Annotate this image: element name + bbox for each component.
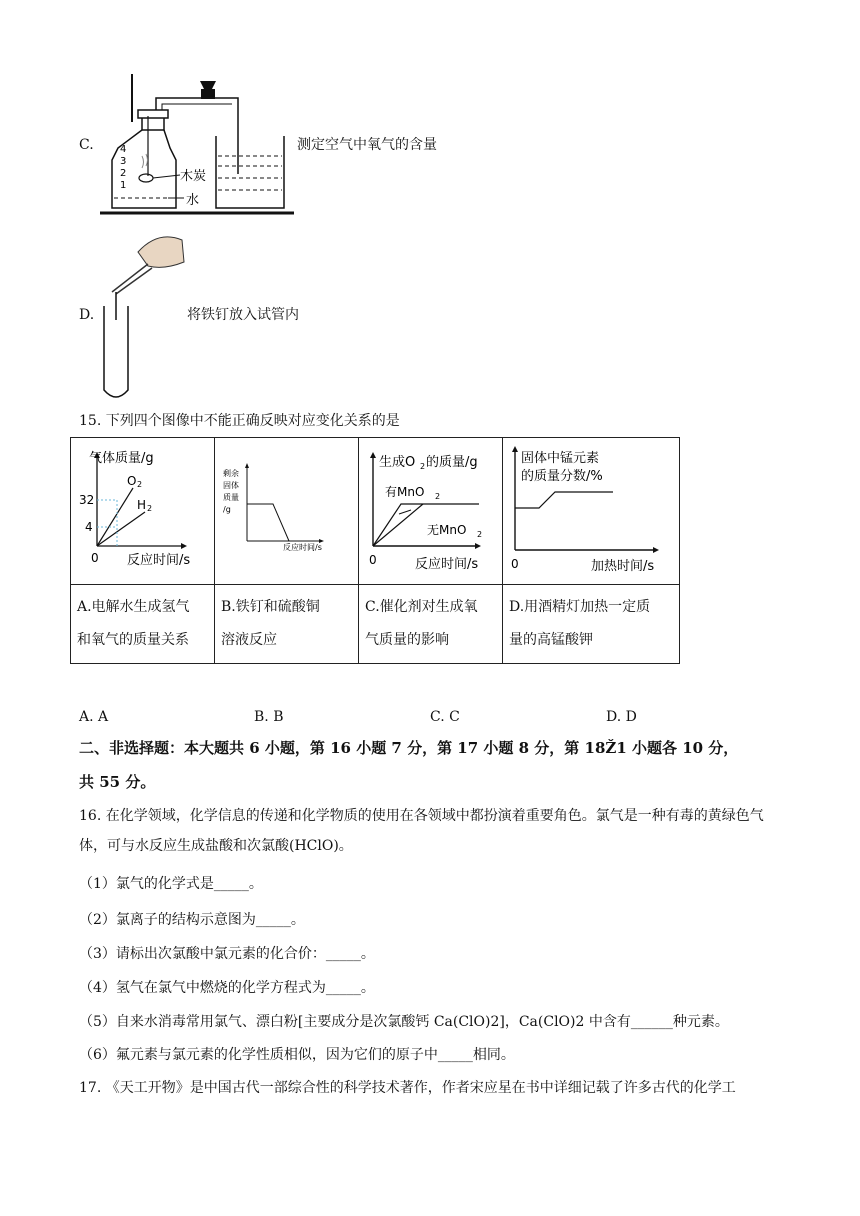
graph-b-caption-1: B.铁钉和硫酸铜	[221, 599, 320, 615]
section2-heading-line2: 共 55 分。	[79, 773, 156, 791]
graph-c-origin: 0	[369, 553, 377, 567]
q17-stem: 17. 《天工开物》是中国古代一部综合性的科学技术著作，作者宋应星在书中详细记载了许多古代的化学工	[79, 1080, 736, 1096]
iron-nail-test-tube	[98, 222, 188, 400]
graph-d-caption-2: 量的高锰酸钾	[509, 632, 593, 648]
q16-item-3: （3）请标出次氯酸中氯元素的化合价：_____。	[79, 946, 375, 962]
tick-4: 4	[120, 144, 127, 155]
option-d-letter: D.	[79, 307, 95, 323]
q15-stem: 15. 下列四个图像中不能正确反映对应变化关系的是	[79, 413, 400, 429]
graph-c-caption	[359, 585, 503, 664]
graph-a-h2-label: H	[137, 498, 147, 512]
q16-item-2: （2）氯离子的结构示意图为_____。	[79, 912, 305, 928]
tick-1: 1	[120, 180, 127, 191]
graph-a-ytick-4: 4	[85, 520, 93, 534]
option-c-text: 测定空气中氧气的含量	[297, 137, 437, 153]
graph-a-o2-label: O	[127, 474, 137, 488]
tick-3: 3	[120, 156, 127, 167]
graph-d-xlabel: 加热时间/s	[591, 559, 655, 574]
graph-b-xlabel: 反应时间/s	[283, 543, 322, 552]
graph-c-caption-1: C.催化剂对生成氧	[365, 599, 478, 615]
graph-d-origin: 0	[511, 557, 519, 571]
graph-a-ylabel: 气体质量/g	[89, 451, 154, 466]
option-c-letter: C.	[79, 137, 94, 153]
tick-2: 2	[120, 168, 127, 179]
graph-c-without-mno2-sub: 2	[477, 530, 483, 539]
q15-answer-b[interactable]: B. B	[254, 709, 284, 725]
graph-b-caption	[215, 585, 359, 664]
graph-c-ylabel-sub: 2	[420, 462, 426, 471]
q16-item-4: （4）氢气在氯气中燃烧的化学方程式为_____。	[79, 980, 375, 996]
graph-c-without-mno2: 无MnO	[427, 523, 467, 537]
option-d-text: 将铁钉放入试管内	[187, 307, 299, 323]
graph-a-origin: 0	[91, 551, 99, 565]
water-label: 水	[186, 193, 200, 208]
graph-a	[71, 438, 214, 584]
graph-d-ylabel-1: 固体中锰元素	[521, 451, 600, 466]
graph-c	[359, 438, 502, 584]
graph-b-caption-2: 溶液反应	[221, 632, 277, 648]
q16-item-6: （6）氟元素与氯元素的化学性质相似，因为它们的原子中_____相同。	[79, 1047, 515, 1063]
graph-d-cell	[503, 438, 680, 585]
q15-answer-a[interactable]: A. A	[79, 709, 109, 725]
graph-c-caption-2: 气质量的影响	[365, 632, 449, 648]
graph-b-ylabel-3: 质量	[223, 493, 239, 502]
graph-b-cell	[215, 438, 359, 585]
graph-a-ytick-32: 32	[79, 493, 95, 507]
section2-heading-line1: 二、非选择题：本大题共 6 小题，第 16 小题 7 分，第 17 小题 8 分，第 18Ž1 小题各 10 分，	[79, 739, 739, 757]
graph-a-cell	[71, 438, 215, 585]
q15-answer-d[interactable]: D. D	[606, 709, 637, 725]
q15-graph-table	[70, 437, 680, 664]
q16-item-1: （1）氯气的化学式是_____。	[79, 876, 263, 892]
graph-c-ylabel-rest: 的质量/g	[426, 455, 478, 470]
graph-a-o2-sub: 2	[137, 480, 143, 489]
q16-item-5: （5）自来水消毒常用氯气、漂白粉[主要成分是次氯酸钙 Ca(ClO)2]，Ca(ClO)2 中含有______种元素。	[79, 1014, 729, 1030]
graph-d-ylabel-2: 的质量分数/%	[521, 469, 603, 484]
charcoal-label: 木炭	[180, 169, 207, 184]
graph-c-xlabel: 反应时间/s	[415, 557, 479, 572]
graph-c-with-mno2: 有MnO	[385, 485, 425, 499]
graph-d-caption	[503, 585, 680, 664]
graph-a-caption	[71, 585, 215, 664]
graph-a-xlabel: 反应时间/s	[127, 553, 191, 568]
graph-b	[215, 438, 358, 584]
q16-stem: 16. 在化学领域，化学信息的传递和化学物质的使用在各领域中都扮演着重要角色。氯气是一种有毒的黄绿色气体，可与水反应生成盐酸和次氯酸(HClO)。	[79, 808, 764, 854]
oxygen-measurement-apparatus	[98, 70, 298, 218]
graph-d-caption-1: D.用酒精灯加热一定质	[509, 599, 651, 615]
graph-d	[503, 438, 679, 584]
graph-a-h2-sub: 2	[147, 504, 153, 513]
graph-c-with-mno2-sub: 2	[435, 492, 441, 501]
graph-a-caption-1: A.电解水生成氢气	[77, 599, 190, 615]
q15-answer-c[interactable]: C. C	[430, 709, 460, 725]
graph-b-ylabel-2: 固体	[223, 481, 239, 490]
graph-c-cell	[359, 438, 503, 585]
graph-a-caption-2: 和氧气的质量关系	[77, 632, 189, 648]
graph-b-ylabel-4: /g	[223, 505, 231, 514]
graph-b-ylabel-1: 剩余	[223, 469, 239, 478]
graph-c-ylabel: 生成O	[379, 455, 416, 470]
